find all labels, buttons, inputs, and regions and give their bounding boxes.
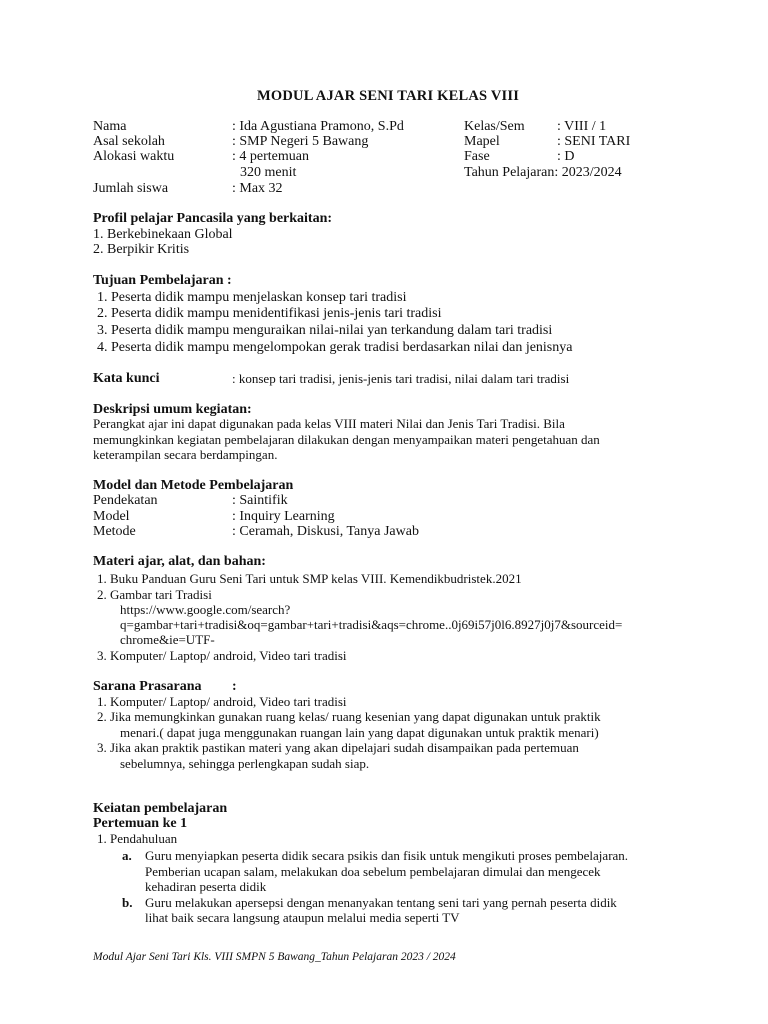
kegiatan-a-marker: a. — [122, 848, 132, 863]
materi-heading: Materi ajar, alat, dan bahan: — [93, 554, 266, 569]
sarana-item: 2. Jika memungkinkan gunakan ruang kelas/ ruang kesenian yang dapat digunakan untuk praktik — [97, 709, 601, 724]
tujuan-item: 4. Peserta didik mampu mengelompokan gerak tradisi berdasarkan nilai dan jenisnya — [97, 340, 573, 355]
sarana-heading: Sarana Prasarana — [93, 679, 202, 694]
kegiatan-b-line: Guru melakukan apersepsi dengan menanyakan tentang seni tari yang pernah peserta didik — [145, 895, 617, 910]
sarana-item: 1. Komputer/ Laptop/ android, Video tari tradisi — [97, 694, 347, 709]
profil-heading: Profil pelajar Pancasila yang berkaitan: — [93, 211, 333, 226]
materi-url-link[interactable]: https://www.google.com/search? — [120, 602, 291, 617]
metode-label: Metode — [93, 524, 136, 539]
kata-kunci-value: : konsep tari tradisi, jenis-jenis tari tradisi, nilai dalam tari tradisi — [232, 371, 570, 386]
tujuan-item: 3. Peserta didik mampu menguraikan nilai-nilai yan terkandung dalam tari tradisi — [97, 323, 553, 338]
mapel-value: : SENI TARI — [557, 134, 631, 149]
deskripsi-line: memungkinkan kegiatan pembelajaran dilakukan dengan menyampaikan materi pengetahuan dan — [93, 432, 600, 447]
model-label: Model — [93, 509, 130, 524]
pendahuluan-item: 1. Pendahuluan — [97, 831, 178, 846]
mapel-label: Mapel — [464, 134, 500, 149]
sarana-item-continuation: sebelumnya, sehingga perlengkapan sudah siap. — [120, 756, 370, 771]
kelas-label: Kelas/Sem — [464, 119, 525, 134]
siswa-label: Jumlah siswa — [93, 181, 169, 196]
deskripsi-line: keterampilan secara berdampingan. — [93, 447, 278, 462]
pertemuan-heading: Pertemuan ke 1 — [93, 816, 188, 831]
document-title: MODUL AJAR SENI TARI KELAS VIII — [257, 88, 520, 104]
profil-item: 1. Berkebinekaan Global — [93, 227, 233, 242]
profil-item: 2. Berpikir Kritis — [93, 242, 190, 257]
materi-url-link[interactable]: q=gambar+tari+tradisi&oq=gambar+tari+tradisi&aqs=chrome..0j69i57j0l6.8927j0j7&sourceid= — [120, 617, 623, 632]
kegiatan-a-line: Guru menyiapkan peserta didik secara psikis dan fisik untuk mengikuti proses pembelajaran. — [145, 848, 629, 863]
alokasi-value: : 4 pertemuan — [232, 149, 309, 164]
fase-value: : D — [557, 149, 575, 164]
sekolah-label: Asal sekolah — [93, 134, 165, 149]
sarana-item: 3. Jika akan praktik pastikan materi yang akan dipelajari sudah disampaikan pada pertemuan — [97, 740, 579, 755]
alokasi-value-2: 320 menit — [240, 165, 297, 180]
model-value: : Inquiry Learning — [232, 509, 335, 524]
alokasi-label: Alokasi waktu — [93, 149, 175, 164]
sekolah-value: : SMP Negeri 5 Bawang — [232, 134, 369, 149]
materi-item: 3. Komputer/ Laptop/ android, Video tari tradisi — [97, 648, 347, 663]
deskripsi-line: Perangkat ajar ini dapat digunakan pada kelas VIII materi Nilai dan Jenis Tari Tradisi. Bila — [93, 416, 565, 431]
nama-value: : Ida Agustiana Pramono, S.Pd — [232, 119, 404, 134]
deskripsi-heading: Deskripsi umum kegiatan: — [93, 402, 252, 417]
page-footer: Modul Ajar Seni Tari Kls. VIII SMPN 5 Bawang_Tahun Pelajaran 2023 / 2024 — [93, 951, 456, 963]
fase-label: Fase — [464, 149, 490, 164]
tujuan-heading: Tujuan Pembelajaran : — [93, 273, 232, 288]
sarana-colon: : — [232, 679, 237, 694]
materi-item: 2. Gambar tari Tradisi — [97, 587, 212, 602]
siswa-value: : Max 32 — [232, 181, 283, 196]
kata-kunci-label: Kata kunci — [93, 371, 160, 386]
pendekatan-label: Pendekatan — [93, 493, 158, 508]
sarana-item-continuation: menari.( dapat juga menggunakan ruangan lain yang dapat digunakan untuk praktik menari) — [120, 725, 599, 740]
materi-item: 1. Buku Panduan Guru Seni Tari untuk SMP kelas VIII. Kemendikbudristek.2021 — [97, 571, 522, 586]
pendekatan-value: : Saintifik — [232, 493, 288, 508]
kegiatan-a-line: Pemberian ucapan salam, melakukan doa sebelum pembelajaran dimulai dan mengecek — [145, 864, 601, 879]
tujuan-item: 1. Peserta didik mampu menjelaskan konsep tari tradisi — [97, 290, 407, 305]
kegiatan-b-line: lihat baik secara langsung ataupun melalui media seperti TV — [145, 910, 460, 925]
tujuan-item: 2. Peserta didik mampu menidentifikasi jenis-jenis tari tradisi — [97, 306, 442, 321]
kegiatan-a-line: kehadiran peserta didik — [145, 879, 267, 894]
kelas-value: : VIII / 1 — [557, 119, 607, 134]
kegiatan-heading: Keiatan pembelajaran — [93, 801, 228, 816]
nama-label: Nama — [93, 119, 127, 134]
model-heading: Model dan Metode Pembelajaran — [93, 478, 294, 493]
metode-value: : Ceramah, Diskusi, Tanya Jawab — [232, 524, 419, 539]
tahun-pelajaran: Tahun Pelajaran: 2023/2024 — [464, 165, 622, 180]
kegiatan-b-marker: b. — [122, 895, 133, 910]
materi-url-link[interactable]: chrome&ie=UTF- — [120, 632, 215, 647]
